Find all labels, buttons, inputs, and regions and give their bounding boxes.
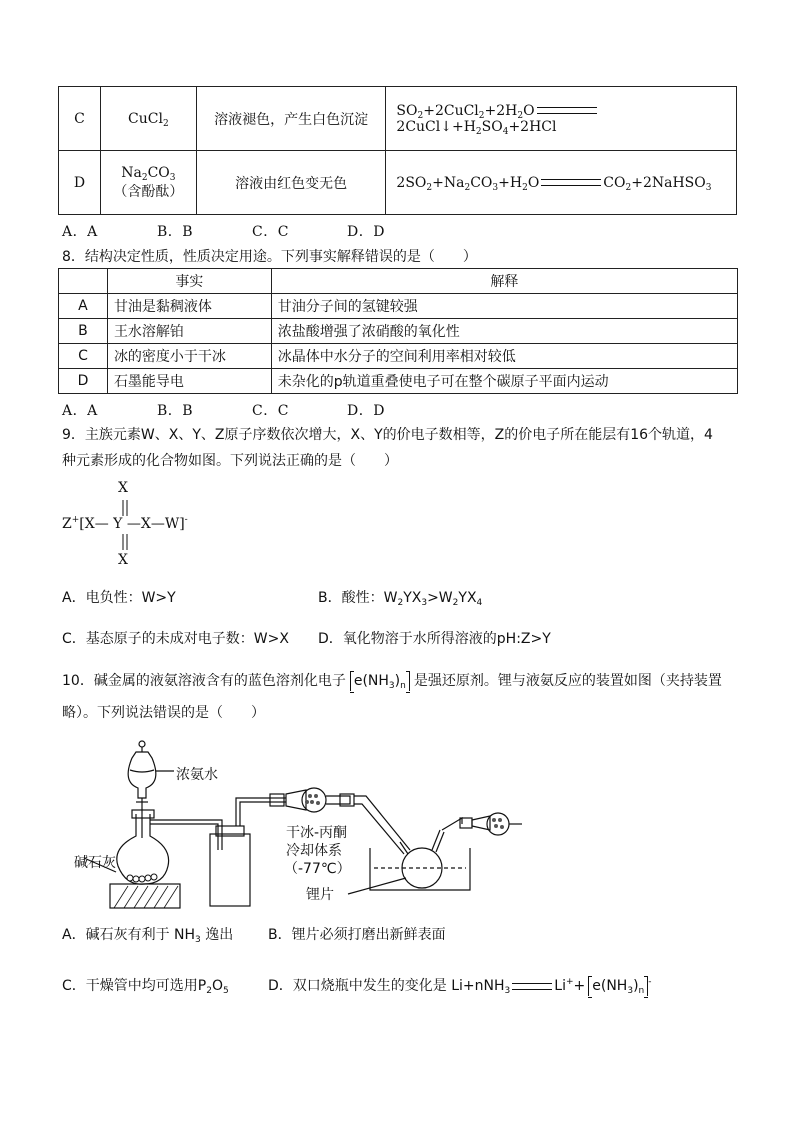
q7-options <box>62 221 385 241</box>
row-label: C <box>59 87 101 151</box>
q9-option-b: B．酸性：$W_2YX_3>W_2YX_4$ <box>318 590 483 608</box>
table-row <box>59 151 737 215</box>
table-row <box>59 344 738 369</box>
q10-option-d: D．双口烧瓶中发生的变化是 Li+nNH$_3$ $Li^++ e(NH_3)_n^-$ <box>268 977 652 996</box>
label-soda-lime: 碱石灰 <box>74 855 116 871</box>
q8-stem: 8．结构决定性质，性质决定用途。下列事实解释错误的是（ ） <box>62 249 477 265</box>
option-d: D．D <box>347 403 385 419</box>
q10-stem-part1: 10．碱金属的液氨溶液含有的蓝色溶剂化电子 <box>62 673 346 689</box>
row-label: C <box>59 344 108 369</box>
structure-top-atom: X <box>118 480 128 496</box>
label-ammonia: 浓氨水 <box>176 767 218 783</box>
table-row <box>59 369 738 394</box>
option-c: C．C <box>252 224 289 240</box>
structure-bottom-atom: X <box>118 552 128 568</box>
phenomenon-cell: 溶液由红色变无色 <box>196 151 386 215</box>
reason-cell: 冰晶体中水分子的空间利用率相对较低 <box>271 344 737 369</box>
label-coolant-3: （-77℃） <box>284 861 351 877</box>
q8-options <box>62 400 385 420</box>
option-a: A．A <box>62 403 98 419</box>
reason-cell: 浓盐酸增强了浓硝酸的氧化性 <box>271 319 737 344</box>
q8-table <box>58 268 738 394</box>
q10-stem-part2: 是强还原剂。锂与液氨反应的装置如图（夹持装置 <box>413 673 722 689</box>
q9-stem-line2: 种元素形成的化合物如图。下列说法正确的是（ ） <box>62 453 398 469</box>
table-row <box>59 319 738 344</box>
header-fact: 事实 <box>107 269 271 294</box>
label-coolant-1: 干冰-丙酮 <box>286 825 348 841</box>
solvated-electron: $e(NH_3)_n$ <box>350 671 410 691</box>
q10-option-a: A．碱石灰有利于 $NH_3$ 逸出 <box>62 927 234 945</box>
q9-structure <box>62 478 262 570</box>
q10-option-b: B．锂片必须打磨出新鲜表面 <box>268 927 446 943</box>
option-c: C．C <box>252 403 289 419</box>
fact-cell: 冰的密度小于干冰 <box>107 344 271 369</box>
reagent-note: （含酚酞） <box>113 183 184 200</box>
header-reason: 解释 <box>271 269 737 294</box>
table-row <box>59 294 738 319</box>
label-lithium: 锂片 <box>306 887 334 903</box>
row-label: D <box>59 369 108 394</box>
option-b: B．B <box>157 403 194 419</box>
q9-option-c: C．基态原子的未成对电子数：W>X <box>62 631 289 647</box>
row-label: A <box>59 294 108 319</box>
q10-stem-line2: 略）。下列说法错误的是（ ） <box>62 705 265 721</box>
reagent-cell: $Na_2CO_3$ （含酚酞） <box>100 151 196 215</box>
fact-cell: 王水溶解铂 <box>107 319 271 344</box>
header-label <box>59 269 108 294</box>
equation-cell: $SO_2+2CuCl_2+2H_2O2CuCl↓+H_2SO_4+2HCl$ <box>386 87 737 151</box>
q9-option-a: A．电负性：W>Y <box>62 590 176 606</box>
table-row <box>59 87 737 151</box>
label-coolant-2: 冷却体系 <box>286 843 342 859</box>
phenomenon-cell: 溶液褪色，产生白色沉淀 <box>196 87 386 151</box>
option-a: A．A <box>62 224 98 240</box>
reagent-cell: CuCl$_2$ <box>100 87 196 151</box>
solvated-electron: $e(NH_3)_n$ <box>588 976 648 996</box>
reason-cell: 甘油分子间的氢键较强 <box>271 294 737 319</box>
double-bond-bottom <box>118 534 132 552</box>
q7-table <box>58 86 737 215</box>
q10-option-c: C．干燥管中均可选用$P_2O_5$ <box>62 978 229 996</box>
fact-cell: 甘油是黏稠液体 <box>107 294 271 319</box>
q10-stem-line1 <box>62 670 722 691</box>
row-label: D <box>59 151 101 215</box>
fact-cell: 石墨能导电 <box>107 369 271 394</box>
row-label: B <box>59 319 108 344</box>
option-d: D．D <box>347 224 385 240</box>
structure-main-line: Z+[X— Y —X—W]- <box>62 515 188 532</box>
reason-cell: 未杂化的p轨道重叠使电子可在整个碳原子平面内运动 <box>271 369 737 394</box>
equation-cell: $2SO_2+Na_2CO_3+H_2O$ $CO_2+2NaHSO_3$ <box>386 151 737 215</box>
option-b: B．B <box>157 224 194 240</box>
table-header-row <box>59 269 738 294</box>
q9-option-d: D．氧化物溶于水所得溶液的pH:Z>Y <box>318 631 551 647</box>
q9-stem-line1: 9．主族元素W、X、Y、Z原子序数依次增大，X、Y的价电子数相等，Z的价电子所在能层有16个轨道，4 <box>62 427 713 443</box>
